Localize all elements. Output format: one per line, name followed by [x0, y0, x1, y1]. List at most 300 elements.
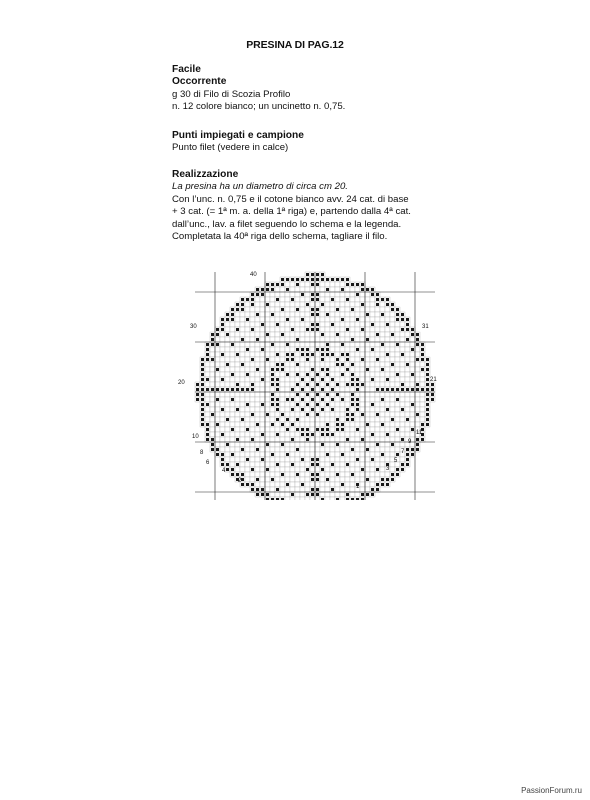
chart-cell	[355, 332, 360, 337]
chart-cell	[365, 372, 370, 377]
chart-cell-fill	[386, 303, 389, 306]
chart-cell	[255, 307, 260, 312]
chart-cell-fill	[396, 468, 399, 471]
chart-cell	[265, 307, 270, 312]
chart-cell	[405, 412, 410, 417]
chart-cell	[255, 387, 260, 392]
chart-cell	[285, 297, 290, 302]
chart-cell	[380, 457, 385, 462]
chart-cell	[330, 302, 335, 307]
chart-cell	[360, 442, 365, 447]
chart-cell-fill	[286, 483, 289, 486]
chart-cell	[380, 467, 385, 472]
stitches-section	[172, 130, 472, 155]
chart-cell	[370, 412, 375, 417]
chart-cell	[205, 372, 210, 377]
chart-cell-fill	[206, 403, 209, 406]
chart-cell	[370, 332, 375, 337]
chart-cell-fill	[211, 338, 214, 341]
chart-cell	[355, 302, 360, 307]
chart-cell	[320, 327, 325, 332]
chart-cell-fill	[306, 373, 309, 376]
chart-cell	[395, 332, 400, 337]
chart-cell	[230, 407, 235, 412]
chart-cell-fill	[311, 388, 314, 391]
chart-cell	[280, 462, 285, 467]
chart-cell	[415, 377, 420, 382]
chart-cell-fill	[406, 463, 409, 466]
chart-cell	[370, 312, 375, 317]
chart-cell	[300, 422, 305, 427]
chart-cell	[270, 302, 275, 307]
chart-cell	[420, 397, 425, 402]
chart-cell	[325, 292, 330, 297]
chart-cell-fill	[296, 308, 299, 311]
chart-cell	[375, 367, 380, 372]
chart-cell	[290, 322, 295, 327]
chart-cell-fill	[271, 313, 274, 316]
chart-cell	[345, 477, 350, 482]
chart-cell	[290, 472, 295, 477]
chart-cell	[385, 382, 390, 387]
chart-cell-fill	[336, 333, 339, 336]
chart-cell	[285, 307, 290, 312]
chart-cell-fill	[291, 358, 294, 361]
chart-cell	[240, 322, 245, 327]
chart-cell	[225, 392, 230, 397]
chart-cell	[305, 307, 310, 312]
chart-cell	[250, 427, 255, 432]
chart-cell	[355, 472, 360, 477]
chart-cell-fill	[406, 323, 409, 326]
chart-cell-fill	[336, 423, 339, 426]
chart-cell	[380, 412, 385, 417]
chart-cell	[235, 467, 240, 472]
chart-cell-fill	[276, 388, 279, 391]
chart-cell-fill	[296, 278, 299, 281]
chart-cell	[375, 352, 380, 357]
chart-cell	[405, 352, 410, 357]
chart-cell	[340, 442, 345, 447]
instructions-line: Con l’unc. n. 0,75 e il cotone bianco avv. 24 cat. di base	[172, 193, 409, 205]
chart-cell	[265, 452, 270, 457]
chart-cell-fill	[201, 378, 204, 381]
chart-cell	[265, 487, 270, 492]
chart-cell-fill	[401, 383, 404, 386]
chart-cell	[245, 412, 250, 417]
chart-cell-fill	[246, 298, 249, 301]
chart-cell	[220, 447, 225, 452]
chart-cell-fill	[311, 478, 314, 481]
chart-cell	[380, 472, 385, 477]
chart-cell	[320, 482, 325, 487]
chart-cell	[395, 367, 400, 372]
chart-cell	[380, 347, 385, 352]
chart-cell	[250, 457, 255, 462]
chart-cell	[300, 327, 305, 332]
chart-cell	[290, 372, 295, 377]
row-label-left: 8	[200, 450, 204, 456]
chart-cell	[270, 437, 275, 442]
chart-cell-fill	[351, 308, 354, 311]
filet-chart	[176, 268, 446, 505]
chart-cell-fill	[416, 438, 419, 441]
chart-cell-fill	[291, 298, 294, 301]
chart-cell	[250, 322, 255, 327]
chart-cell	[335, 432, 340, 437]
chart-cell	[375, 307, 380, 312]
chart-cell	[245, 357, 250, 362]
chart-cell-fill	[316, 298, 319, 301]
chart-cell	[350, 487, 355, 492]
chart-cell	[330, 417, 335, 422]
chart-cell-fill	[226, 418, 229, 421]
chart-cell-fill	[371, 348, 374, 351]
chart-cell	[260, 427, 265, 432]
chart-cell-fill	[381, 368, 384, 371]
chart-cell	[265, 387, 270, 392]
chart-cell	[320, 437, 325, 442]
chart-cell	[225, 402, 230, 407]
chart-cell	[305, 477, 310, 482]
chart-cell	[270, 427, 275, 432]
chart-cell	[330, 452, 335, 457]
chart-cell	[380, 392, 385, 397]
chart-cell-fill	[226, 468, 229, 471]
chart-cell	[230, 437, 235, 442]
chart-cell	[265, 417, 270, 422]
chart-cell-fill	[291, 423, 294, 426]
chart-cell-fill	[396, 388, 399, 391]
chart-cell	[370, 342, 375, 347]
chart-cell	[390, 422, 395, 427]
chart-cell-fill	[311, 298, 314, 301]
chart-cell	[295, 367, 300, 372]
chart-cell	[260, 417, 265, 422]
chart-cell	[240, 402, 245, 407]
chart-cell-fill	[226, 313, 229, 316]
chart-cell	[360, 312, 365, 317]
chart-cell-fill	[391, 333, 394, 336]
chart-cell	[230, 432, 235, 437]
chart-cell	[365, 297, 370, 302]
chart-cell-fill	[276, 433, 279, 436]
chart-cell-fill	[406, 418, 409, 421]
chart-cell	[235, 417, 240, 422]
chart-cell-fill	[381, 483, 384, 486]
chart-cell-fill	[241, 308, 244, 311]
chart-cell-fill	[221, 388, 224, 391]
chart-cell-fill	[281, 333, 284, 336]
chart-cell	[405, 367, 410, 372]
chart-cell	[390, 427, 395, 432]
chart-cell-fill	[271, 398, 274, 401]
chart-cell	[290, 417, 295, 422]
chart-cell	[310, 382, 315, 387]
chart-cell-fill	[346, 328, 349, 331]
chart-cell	[255, 407, 260, 412]
chart-cell	[280, 492, 285, 497]
chart-cell	[230, 447, 235, 452]
chart-cell	[235, 312, 240, 317]
chart-cell	[415, 362, 420, 367]
chart-cell	[360, 417, 365, 422]
chart-cell-fill	[411, 428, 414, 431]
chart-cell	[405, 392, 410, 397]
chart-cell-fill	[226, 463, 229, 466]
chart-cell-fill	[316, 458, 319, 461]
chart-cell-fill	[346, 498, 349, 500]
chart-cell	[370, 467, 375, 472]
chart-cell	[295, 477, 300, 482]
chart-cell-fill	[271, 288, 274, 291]
chart-cell-fill	[426, 408, 429, 411]
chart-cell	[410, 392, 415, 397]
chart-cell	[405, 422, 410, 427]
chart-cell	[320, 392, 325, 397]
chart-cell-fill	[256, 313, 259, 316]
chart-cell	[285, 382, 290, 387]
chart-cell	[380, 302, 385, 307]
chart-cell	[225, 407, 230, 412]
chart-cell	[395, 437, 400, 442]
chart-cell	[245, 472, 250, 477]
chart-cell	[295, 437, 300, 442]
chart-cell	[300, 332, 305, 337]
chart-cell-fill	[281, 413, 284, 416]
chart-cell	[420, 392, 425, 397]
chart-cell	[350, 422, 355, 427]
chart-cell	[370, 442, 375, 447]
chart-cell	[315, 432, 320, 437]
chart-cell	[325, 307, 330, 312]
chart-cell	[300, 417, 305, 422]
chart-cell-fill	[246, 318, 249, 321]
chart-cell	[220, 357, 225, 362]
chart-cell-fill	[321, 353, 324, 356]
chart-cell	[340, 457, 345, 462]
chart-cell	[225, 367, 230, 372]
chart-cell	[240, 412, 245, 417]
chart-cell	[380, 427, 385, 432]
chart-cell-fill	[296, 448, 299, 451]
chart-cell	[305, 457, 310, 462]
chart-cell-fill	[296, 363, 299, 366]
chart-cell	[235, 422, 240, 427]
chart-cell	[295, 397, 300, 402]
chart-cell-fill	[241, 303, 244, 306]
chart-cell	[265, 482, 270, 487]
chart-cell	[325, 457, 330, 462]
chart-cell	[270, 447, 275, 452]
chart-cell	[245, 332, 250, 337]
chart-cell	[260, 477, 265, 482]
chart-cell-fill	[286, 428, 289, 431]
chart-cell	[395, 337, 400, 342]
chart-cell	[320, 492, 325, 497]
chart-cell	[280, 382, 285, 387]
chart-cell	[350, 407, 355, 412]
chart-cell-fill	[216, 368, 219, 371]
chart-cell-fill	[341, 278, 344, 281]
chart-cell-fill	[396, 453, 399, 456]
chart-cell	[260, 482, 265, 487]
chart-cell	[350, 452, 355, 457]
chart-cell-fill	[351, 378, 354, 381]
chart-cell	[260, 297, 265, 302]
chart-cell-fill	[261, 378, 264, 381]
chart-cell	[355, 477, 360, 482]
chart-cell-fill	[416, 413, 419, 416]
chart-cell	[210, 377, 215, 382]
chart-cell	[265, 347, 270, 352]
chart-cell	[230, 377, 235, 382]
chart-cell	[335, 347, 340, 352]
chart-cell-fill	[276, 403, 279, 406]
chart-cell-fill	[361, 493, 364, 496]
chart-cell	[335, 377, 340, 382]
chart-cell-fill	[286, 373, 289, 376]
chart-cell	[400, 402, 405, 407]
chart-cell-fill	[291, 408, 294, 411]
chart-cell	[215, 382, 220, 387]
chart-cell-fill	[301, 353, 304, 356]
chart-cell-fill	[381, 478, 384, 481]
chart-cell-fill	[211, 438, 214, 441]
chart-cell	[330, 347, 335, 352]
chart-cell-fill	[381, 313, 384, 316]
chart-cell	[375, 397, 380, 402]
chart-cell-fill	[316, 273, 319, 276]
chart-cell-fill	[316, 393, 319, 396]
chart-cell-fill	[316, 348, 319, 351]
chart-cell	[395, 412, 400, 417]
chart-cell	[375, 407, 380, 412]
chart-cell	[275, 342, 280, 347]
chart-cell	[415, 367, 420, 372]
chart-cell	[255, 357, 260, 362]
chart-cell-fill	[376, 443, 379, 446]
chart-cell-fill	[206, 378, 209, 381]
chart-cell	[395, 432, 400, 437]
chart-cell-fill	[301, 293, 304, 296]
chart-cell	[290, 482, 295, 487]
chart-cell	[245, 417, 250, 422]
chart-cell	[410, 337, 415, 342]
chart-cell-fill	[396, 318, 399, 321]
chart-cell	[365, 412, 370, 417]
chart-cell	[375, 437, 380, 442]
chart-cell	[285, 467, 290, 472]
chart-cell	[300, 307, 305, 312]
chart-cell	[260, 312, 265, 317]
chart-cell-fill	[231, 343, 234, 346]
chart-cell	[300, 487, 305, 492]
chart-cell	[285, 402, 290, 407]
materials-line: n. 12 colore bianco; un uncinetto n. 0,75.	[172, 101, 346, 113]
chart-cell-fill	[361, 358, 364, 361]
chart-cell	[235, 457, 240, 462]
chart-cell	[325, 327, 330, 332]
chart-cell	[340, 312, 345, 317]
chart-cell-fill	[416, 448, 419, 451]
chart-cell-fill	[346, 413, 349, 416]
chart-cell	[335, 492, 340, 497]
chart-cell	[325, 472, 330, 477]
chart-cell	[375, 382, 380, 387]
chart-cell	[360, 352, 365, 357]
chart-cell-fill	[351, 413, 354, 416]
chart-cell-fill	[411, 348, 414, 351]
chart-cell	[255, 417, 260, 422]
chart-cell	[215, 372, 220, 377]
chart-cell	[300, 472, 305, 477]
chart-cell	[205, 412, 210, 417]
chart-cell	[240, 377, 245, 382]
chart-cell-fill	[356, 318, 359, 321]
chart-cell	[310, 452, 315, 457]
chart-cell	[310, 447, 315, 452]
row-label-right: 3	[386, 466, 390, 472]
chart-cell	[340, 407, 345, 412]
chart-cell	[360, 292, 365, 297]
chart-cell-fill	[236, 408, 239, 411]
chart-cell	[350, 482, 355, 487]
chart-cell	[370, 382, 375, 387]
chart-cell	[210, 407, 215, 412]
chart-cell-fill	[301, 378, 304, 381]
chart-cell-fill	[311, 273, 314, 276]
chart-cell	[270, 317, 275, 322]
chart-cell	[275, 457, 280, 462]
chart-cell	[380, 377, 385, 382]
chart-cell	[370, 472, 375, 477]
chart-cell	[270, 347, 275, 352]
chart-cell	[290, 442, 295, 447]
chart-cell	[355, 352, 360, 357]
chart-cell-fill	[276, 383, 279, 386]
chart-cell-fill	[246, 388, 249, 391]
chart-cell	[305, 292, 310, 297]
chart-cell-fill	[281, 498, 284, 500]
chart-cell-fill	[251, 388, 254, 391]
chart-cell	[210, 422, 215, 427]
chart-cell-fill	[291, 278, 294, 281]
chart-cell	[220, 422, 225, 427]
chart-cell	[330, 477, 335, 482]
chart-cell	[300, 462, 305, 467]
chart-cell-fill	[326, 433, 329, 436]
chart-cell-fill	[366, 478, 369, 481]
chart-cell-fill	[216, 423, 219, 426]
chart-cell-fill	[361, 303, 364, 306]
chart-cell	[290, 427, 295, 432]
chart-cell-fill	[361, 328, 364, 331]
chart-cell-fill	[316, 428, 319, 431]
chart-cell	[360, 317, 365, 322]
chart-cell	[300, 402, 305, 407]
chart-cell-fill	[196, 398, 199, 401]
chart-cell	[415, 422, 420, 427]
chart-cell-fill	[356, 283, 359, 286]
chart-cell	[225, 377, 230, 382]
chart-cell	[365, 482, 370, 487]
chart-cell-fill	[376, 293, 379, 296]
chart-cell	[280, 452, 285, 457]
chart-cell	[280, 387, 285, 392]
chart-cell	[330, 412, 335, 417]
chart-cell	[310, 497, 315, 500]
